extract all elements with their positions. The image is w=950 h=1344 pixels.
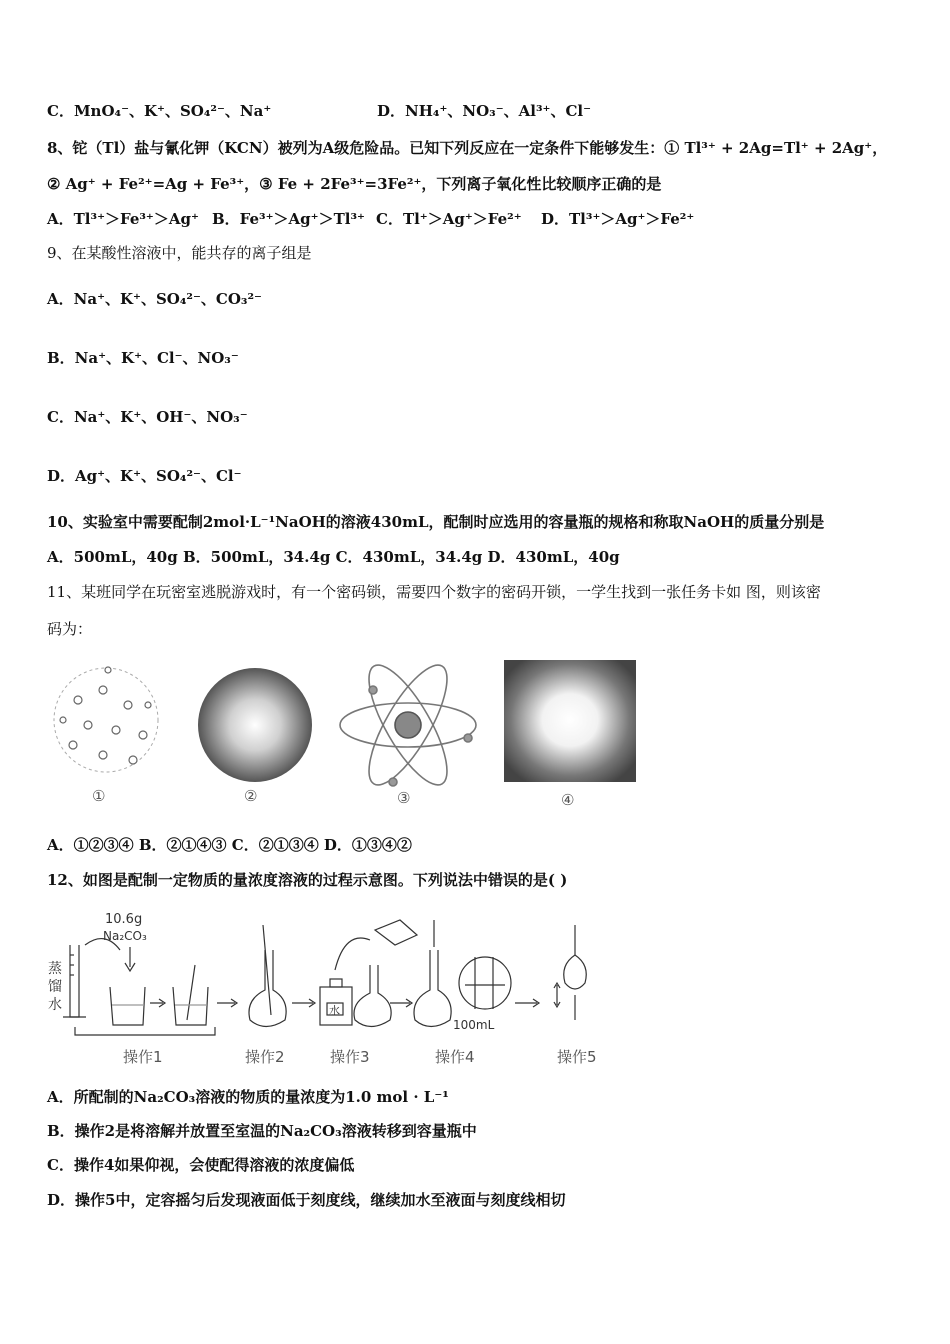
q8-option-d: D．Tl³⁺＞Ag⁺＞Fe²⁺ <box>541 210 695 228</box>
q9-option-c: C．Na⁺、K⁺、OH⁻、NO₃⁻ <box>47 408 248 426</box>
q8-option-a: A．Tl³⁺＞Fe³⁺＞Ag⁺ <box>47 210 199 228</box>
water-char-3: 水 <box>48 997 62 1013</box>
q8-stem-line2: ② Ag⁺ + Fe²⁺=Ag + Fe³⁺，③ Fe + 2Fe³⁺=3Fe²⁺，下列离子氧化性比较顺序正确的是 <box>47 175 662 193</box>
q8-stem-line1: 8、铊（Tl）盐与氰化钾（KCN）被列为A级危险品。已知下列反应在一定条件下能够发生：① Tl³⁺ + 2Ag=Tl⁺ + 2Ag⁺， <box>47 139 888 157</box>
figure-caption-2: ② <box>244 787 258 805</box>
q12-option-d: D．操作5中，定容摇匀后发现液面低于刻度线，继续加水至液面与刻度线相切 <box>47 1191 566 1209</box>
step-label-3: 操作3 <box>330 1048 370 1066</box>
bottle-label: 水 <box>329 1004 340 1017</box>
electron-cloud-model <box>504 660 636 782</box>
volume-label: 100mL <box>453 1018 495 1032</box>
water-char-1: 蒸 <box>48 961 62 977</box>
q12-option-c: C．操作4如果仰视，会使配得溶液的浓度偏低 <box>47 1156 355 1174</box>
planetary-model <box>340 660 476 795</box>
q8-option-b: B．Fe³⁺＞Ag⁺＞Tl³⁺ <box>212 210 365 228</box>
q11-stem-line1: 11、某班同学在玩密室逃脱游戏时，有一个密码锁，需要四个数字的密码开锁，一学生找到一张任务卡如 图，则该密 <box>47 583 821 601</box>
q7-option-d: D．NH₄⁺、NO₃⁻、Al³⁺、Cl⁻ <box>377 102 592 120</box>
mass-label: 10.6g <box>105 912 143 927</box>
q7-option-c: C．MnO₄⁻、K⁺、SO₄²⁻、Na⁺ <box>47 102 272 120</box>
q9-option-d: D．Ag⁺、K⁺、SO₄²⁻、Cl⁻ <box>47 467 242 485</box>
reagent-label: Na₂CO₃ <box>103 929 147 943</box>
solid-sphere-model <box>198 668 312 782</box>
step-label-1: 操作1 <box>123 1048 163 1066</box>
q9-option-b: B．Na⁺、K⁺、Cl⁻、NO₃⁻ <box>47 349 239 367</box>
step-label-2: 操作2 <box>245 1048 285 1066</box>
q10-stem: 10、实验室中需要配制2mol·L⁻¹NaOH的溶液430mL，配制时应选用的容量瓶的规格和称取NaOH的质量分别是 <box>47 513 825 531</box>
q11-atom-models-figure <box>48 660 648 810</box>
step-label-4: 操作4 <box>435 1048 475 1066</box>
water-char-2: 馏 <box>48 979 62 995</box>
q9-stem: 9、在某酸性溶液中，能共存的离子组是 <box>47 244 312 262</box>
q12-option-b: B．操作2是将溶解并放置至室温的Na₂CO₃溶液转移到容量瓶中 <box>47 1122 477 1140</box>
q8-option-c: C．Tl⁺＞Ag⁺＞Fe²⁺ <box>376 210 522 228</box>
figure-caption-4: ④ <box>561 791 575 809</box>
q9-option-a: A．Na⁺、K⁺、SO₄²⁻、CO₃²⁻ <box>47 290 262 308</box>
figure-caption-3: ③ <box>397 789 411 807</box>
q10-options: A．500mL，40g B．500mL，34.4g C．430mL，34.4g D．430mL，40g <box>47 548 620 566</box>
q12-option-a: A．所配制的Na₂CO₃溶液的物质的量浓度为1.0 mol · L⁻¹ <box>47 1088 449 1106</box>
q11-options: A．①②③④ B．②①④③ C．②①③④ D．①③④② <box>47 836 412 854</box>
plum-pudding-model <box>54 667 158 772</box>
q12-stem: 12、如图是配制一定物质的量浓度溶液的过程示意图。下列说法中错误的是( ) <box>47 871 568 889</box>
step-label-5: 操作5 <box>557 1048 597 1066</box>
q11-stem-line2: 码为： <box>47 620 93 638</box>
q12-procedure-figure <box>45 905 615 1075</box>
figure-caption-1: ① <box>92 787 106 805</box>
